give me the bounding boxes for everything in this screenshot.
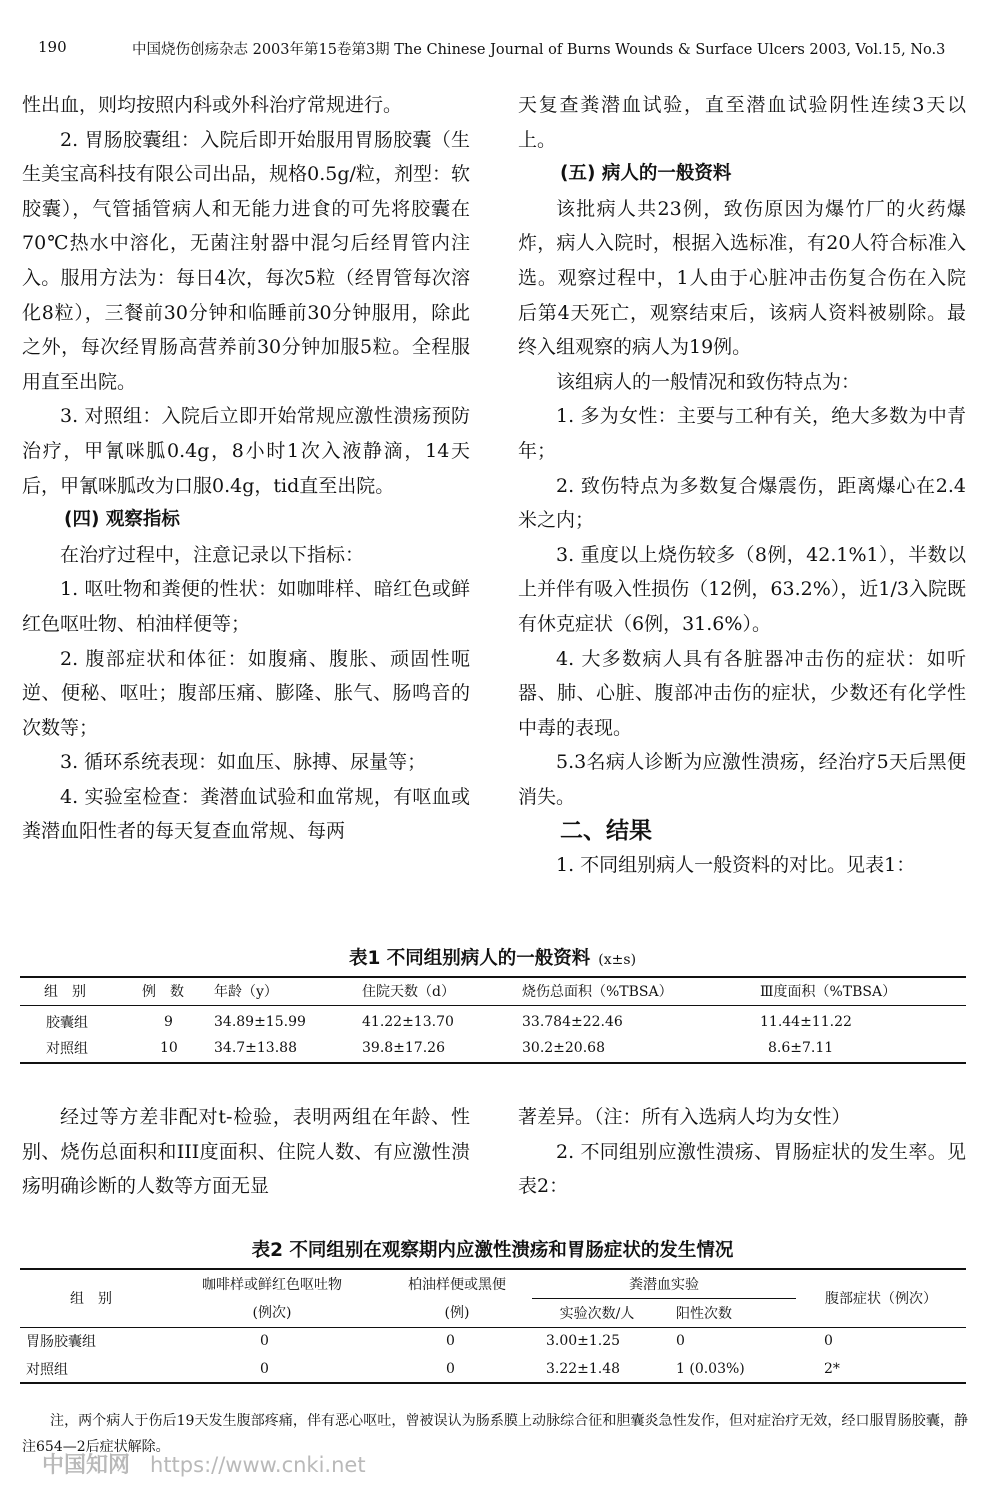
column-header-unit: (例) [382,1298,532,1327]
table1-caption-suffix: (x±s) [598,952,637,968]
table-cell: 34.89±15.99 [214,1013,306,1030]
page-number: 190 [38,38,67,56]
paragraph: 著差异。（注：所有入选病人均为女性） [518,1106,851,1128]
column-header: 年龄（y） [208,977,356,1005]
paragraph: 3. 循环系统表现：如血压、脉搏、尿量等； [60,751,427,774]
paragraph: 2. 致伤特点为多数复合爆震伤，距离爆心在2.4米之内； [518,474,966,532]
table1-caption [0,944,985,970]
watermark-name: 中国知网 [42,1453,131,1478]
left-column [22,88,470,849]
table-cell: 1 (0.03%) [676,1360,745,1377]
paragraph: 经过等方差非配对t-检验，表明两组在年龄、性别、烧伤总面积和III度面积、住院人数、有应激性溃疡明确诊断的人数等方面无显 [22,1106,470,1198]
paragraph: 1. 多为女性：主要与工种有关，绝大多数为中青年； [518,405,966,462]
table2 [20,1268,966,1384]
right-column [518,88,966,883]
running-header [0,38,985,62]
table2-caption: 表2 不同组别在观察期内应激性溃疡和胃肠症状的发生情况 [251,1240,734,1261]
column-header: 粪潜血实验 [532,1269,796,1298]
table-cell: 胃肠胶囊组 [26,1334,96,1351]
table1 [20,976,966,1064]
table-cell: 33.784±22.46 [522,1013,623,1030]
column-header: 烧伤总面积（%TBSA） [516,977,754,1005]
table-row [20,1005,966,1034]
column-header: 实验次数/人 [532,1298,662,1327]
paragraph: 1. 不同组别病人一般资料的对比。见表1： [556,854,916,877]
section-heading: 二、结果 [560,818,652,845]
table-cell: 41.22±13.70 [362,1013,454,1030]
cnki-watermark [42,1448,366,1479]
paragraph: 该批病人共23例，致伤原因为爆竹厂的火药爆炸，病人入院时，根据入选标准，有20人符合标准入选。观察过程中，1人由于心脏冲击伤复合伤在入院后第4天死亡，观察结束后，该病人资料被剔除。最终入组观察的病人为19例。 [518,197,966,359]
paragraph: 在治疗过程中，注意记录以下指标： [60,543,365,566]
table-row [20,1355,966,1383]
table-cell: 11.44±11.22 [760,1013,852,1030]
table-cell: 对照组 [26,1361,68,1378]
subsection-heading: (四) 观察指标 [64,509,180,531]
paragraph: 3. 重度以上烧伤较多（8例，42.1%1），半数以上并伴有吸入性损伤（12例，63.2%），近1/3入院既有休克症状（6例，31.6%）。 [518,543,966,635]
journal-title-line: 中国烧伤创疡杂志 2003年第15卷第3期 The Chinese Journal of Burns Wounds & Surface Ulcers 2003, Vol.15, No.3 [132,42,946,58]
paragraph: 4. 大多数病人具有各脏器冲击伤的症状：如听器、肺、心脏、腹部冲击伤的症状，少数还有化学性中毒的表现。 [518,647,966,739]
table-cell: 0 [824,1333,833,1350]
table-cell: 对照组 [46,1041,88,1057]
table-header-row [20,1269,966,1298]
column-header: 柏油样便或黑便 [408,1277,506,1293]
watermark-url: https://www.cnki.net [150,1453,366,1477]
table-cell: 胶囊组 [46,1014,88,1031]
table-cell: 0 [446,1333,455,1350]
table-cell: 3.22±1.48 [546,1360,621,1377]
table-cell: 0 [260,1333,269,1350]
column-header: 组 别 [20,977,120,1005]
column-header: 例 数 [120,977,208,1005]
post-table1-left [22,1100,470,1204]
paragraph: 该组病人的一般情况和致伤特点为： [556,370,861,393]
table-cell: 0 [260,1360,269,1377]
table-cell: 30.2±20.68 [522,1040,605,1056]
paragraph: 2. 不同组别应激性溃疡、胃肠症状的发生率。见表2： [518,1140,966,1198]
column-header-unit: (例次) [162,1298,382,1327]
column-header: 组 别 [20,1269,162,1327]
table-cell: 8.6±7.11 [768,1040,834,1056]
paragraph: 1. 呕吐物和粪便的性状：如咖啡样、暗红色或鲜红色呕吐物、柏油样便等； [22,578,470,635]
table1-caption-text: 表1 不同组别病人的一般资料 [348,948,591,969]
paragraph: 4. 实验室检查：粪潜血试验和血常规，有呕血或粪潜血阳性者的每天复查血常规、每两 [22,785,470,843]
table-cell: 2* [824,1360,840,1377]
table-header-row [20,977,966,1005]
table-cell: 0 [676,1333,685,1350]
post-table1-right [518,1100,966,1204]
paragraph: 2. 胃肠胶囊组：入院后即开始服用胃肠胶囊（生生美宝高科技有限公司出品，规格0.5g/粒，剂型：软胶囊），气管插管病人和无能力进食的可先将胶囊在70℃热水中溶化，无菌注射器中混匀后经胃管内注入。服用方法为：每日4次，每次5粒（经胃管每次溶化8粒），三餐前30分钟和临睡前30分钟服用，除此之外，每次经胃肠高营养前30分钟加服5粒。全程服用直至出院。 [22,128,470,393]
paragraph: 天复查粪潜血试验，直至潜血试验阴性连续3天以上。 [518,94,966,151]
table2-footnote: 注，两个病人于伤后19天发生腹部疼痛，伴有恶心呕吐，曾被误认为肠系膜上动脉综合征和胆囊炎急性发作，但对症治疗无效，经口服胃肠胶囊，静注654—2后症状解除。 [22,1413,968,1455]
paragraph: 3. 对照组：入院后立即开始常规应激性溃疡预防治疗，甲氰咪胍0.4g，8小时1次入液静滴，14天后，甲氰咪胍改为口服0.4g，tid直至出院。 [22,405,470,497]
paragraph: 性出血，则均按照内科或外科治疗常规进行。 [22,94,403,116]
table-cell: 39.8±17.26 [362,1040,445,1056]
table-cell: 34.7±13.88 [214,1040,297,1056]
column-header: Ⅲ度面积（%TBSA） [754,977,966,1005]
subsection-heading: (五) 病人的一般资料 [560,163,732,185]
column-header: 住院天数（d） [356,977,516,1005]
table-cell: 9 [164,1013,173,1030]
table-cell: 3.00±1.25 [546,1333,621,1350]
table-row [20,1034,966,1063]
column-header: 阳性次数 [662,1298,796,1327]
table-cell: 0 [446,1360,455,1377]
paragraph: 2. 腹部症状和体征：如腹痛、腹胀、顽固性呃逆、便秘、呕吐；腹部压痛、膨隆、胀气、肠鸣音的次数等； [22,647,470,739]
column-header: 咖啡样或鲜红色呕吐物 [202,1277,342,1293]
table-cell: 10 [160,1040,178,1056]
paragraph: 5.3名病人诊断为应激性溃疡，经治疗5天后黑便消失。 [518,751,966,808]
table-row [20,1327,966,1355]
column-header: 腹部症状（例次） [796,1269,966,1327]
